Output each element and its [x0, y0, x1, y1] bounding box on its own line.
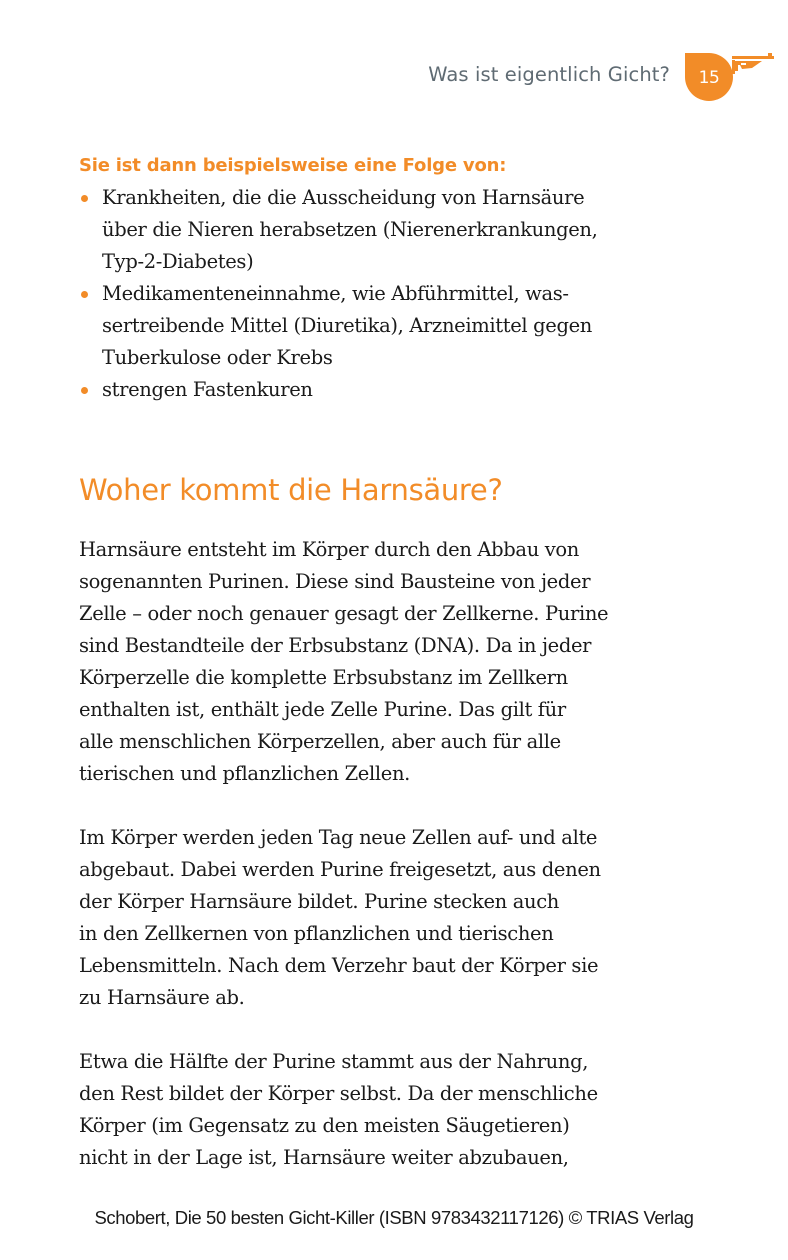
text-line: Zelle – oder noch genauer gesagt der Zellkerne. Purine	[79, 602, 609, 625]
bullet-line: strengen Fastenkuren	[102, 378, 313, 401]
text-line: der Körper Harnsäure bildet. Purine stecken auch	[79, 890, 559, 913]
intro-block	[79, 150, 699, 406]
bullet-line: sertreibende Mittel (Diuretika), Arzneimittel gegen	[102, 314, 593, 337]
paragraph	[79, 1046, 679, 1174]
bullet-line: Typ-2-Diabetes)	[102, 250, 254, 273]
bullet-dot-icon	[81, 291, 88, 298]
text-line: alle menschlichen Körperzellen, aber auch für alle	[79, 730, 561, 753]
text-line: tierischen und pflanzlichen Zellen.	[79, 762, 411, 785]
pistol-icon	[732, 52, 778, 78]
text-line: Etwa die Hälfte der Purine stammt aus der Nahrung,	[79, 1050, 589, 1073]
text-line: Körperzelle die komplette Erbsubstanz im Zellkern	[79, 666, 568, 689]
text-line: den Rest bildet der Körper selbst. Da der menschliche	[79, 1082, 598, 1105]
text-line: zu Harnsäure ab.	[79, 986, 245, 1009]
chapter-title: Was ist eigentlich Gicht?	[428, 63, 670, 86]
bullet-line: Tuberkulose oder Krebs	[102, 346, 333, 369]
paragraph	[79, 534, 679, 790]
bullet-item	[79, 374, 699, 406]
page-footer: Schobert, Die 50 besten Gicht-Killer (ISBN 9783432117126) © TRIAS Verlag	[94, 1207, 694, 1228]
bullet-dot-icon	[81, 387, 88, 394]
text-line: sogenannten Purinen. Diese sind Bausteine von jeder	[79, 570, 591, 593]
text-line: Im Körper werden jeden Tag neue Zellen auf- und alte	[79, 826, 598, 849]
paragraph	[79, 822, 679, 1014]
bullet-line: über die Nieren herabsetzen (Nierenerkrankungen,	[102, 218, 598, 241]
bullet-item	[79, 182, 699, 278]
page-number: 15	[698, 68, 720, 88]
bullet-list	[79, 182, 699, 406]
intro-lead: Sie ist dann beispielsweise eine Folge von:	[79, 155, 507, 176]
text-line: enthalten ist, enthält jede Zelle Purine. Das gilt für	[79, 698, 566, 721]
bullet-dot-icon	[81, 195, 88, 202]
text-line: sind Bestandteile der Erbsubstanz (DNA). Da in jeder	[79, 634, 592, 657]
text-line: Harnsäure entsteht im Körper durch den Abbau von	[79, 538, 580, 561]
bullet-item	[79, 278, 699, 374]
bullet-line: Krankheiten, die die Ausscheidung von Harnsäure	[102, 186, 585, 209]
text-line: nicht in der Lage ist, Harnsäure weiter abzubauen,	[79, 1146, 569, 1169]
text-line: Lebensmitteln. Nach dem Verzehr baut der Körper sie	[79, 954, 599, 977]
page-number-badge	[685, 53, 733, 101]
text-line: Körper (im Gegensatz zu den meisten Säugetieren)	[79, 1114, 570, 1137]
section-heading: Woher kommt die Harnsäure?	[79, 473, 503, 507]
bullet-line: Medikamenteneinnahme, wie Abführmittel, was-	[102, 282, 569, 305]
text-line: abgebaut. Dabei werden Purine freigesetzt, aus denen	[79, 858, 601, 881]
text-line: in den Zellkernen von pflanzlichen und tierischen	[79, 922, 554, 945]
